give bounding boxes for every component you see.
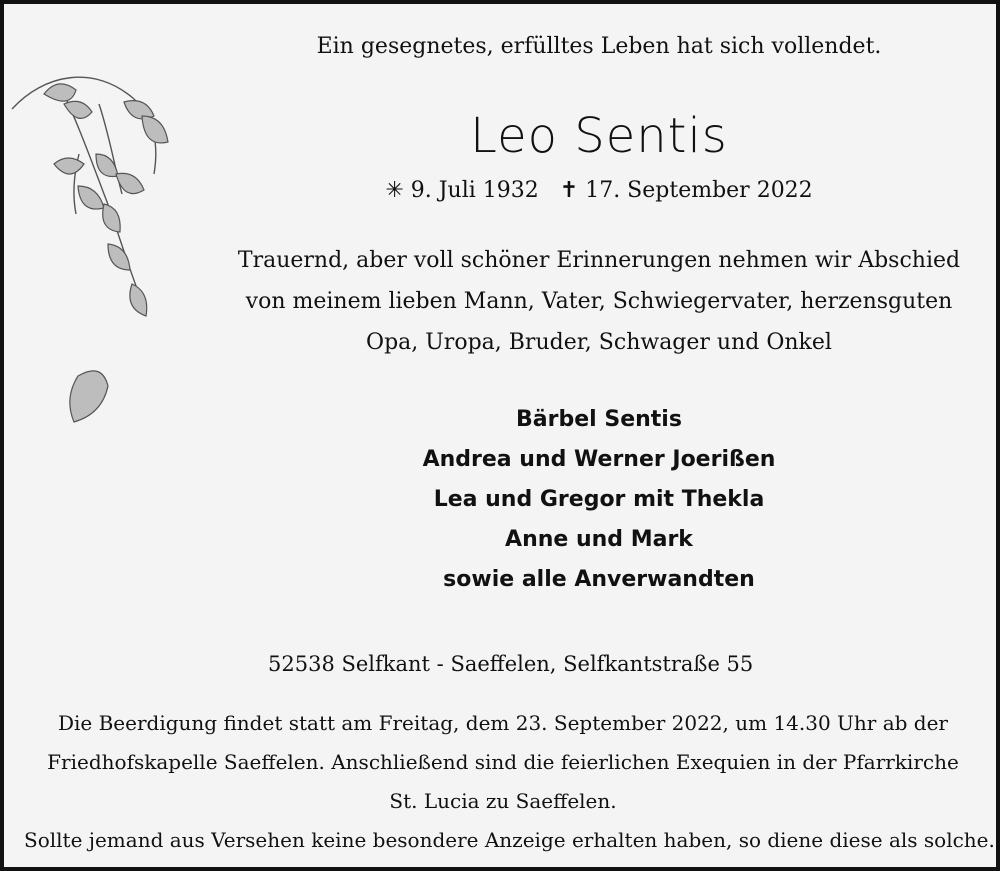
mourning-line: Opa, Uropa, Bruder, Schwager und Onkel	[366, 330, 832, 355]
family-list	[204, 400, 994, 600]
life-dates	[204, 178, 994, 203]
funeral-line: Die Beerdigung findet statt am Freitag, dem 23. September 2022, um 14.30 Uhr ab der	[57, 711, 948, 735]
funeral-line: St. Lucia zu Saeffelen.	[389, 789, 617, 813]
family-member: Bärbel Sentis	[516, 407, 682, 432]
death-cross-icon: ✝	[559, 178, 579, 203]
family-member: Andrea und Werner Joerißen	[422, 447, 776, 472]
funeral-line: Sollte jemand aus Versehen keine besondere Anzeige erhalten haben, so diene diese als solche.	[24, 828, 995, 852]
deceased-name: Leo Sentis	[470, 108, 728, 164]
family-member: Lea und Gregor mit Thekla	[433, 487, 765, 512]
address: 52538 Selfkant - Saeffelen, Selfkantstraße 55	[268, 652, 754, 676]
mourning-line: Trauernd, aber voll schöner Erinnerungen nehmen wir Abschied	[237, 248, 961, 273]
death-date: 17. September 2022	[585, 178, 813, 203]
funeral-line: Friedhofskapelle Saeffelen. Anschließend sind die feierlichen Exequien in der Pfarrkirche	[47, 750, 959, 774]
mourning-line: von meinem lieben Mann, Vater, Schwiegervater, herzensguten	[245, 289, 953, 314]
funeral-text	[24, 704, 995, 860]
intro-line: Ein gesegnetes, erfülltes Leben hat sich vollendet.	[316, 34, 882, 59]
family-member: sowie alle Anverwandten	[443, 567, 755, 592]
mourning-text	[204, 240, 994, 363]
birth-date: 9. Juli 1932	[410, 178, 539, 203]
birth-star-icon: ✳	[385, 178, 404, 203]
family-member: Anne und Mark	[505, 527, 693, 552]
